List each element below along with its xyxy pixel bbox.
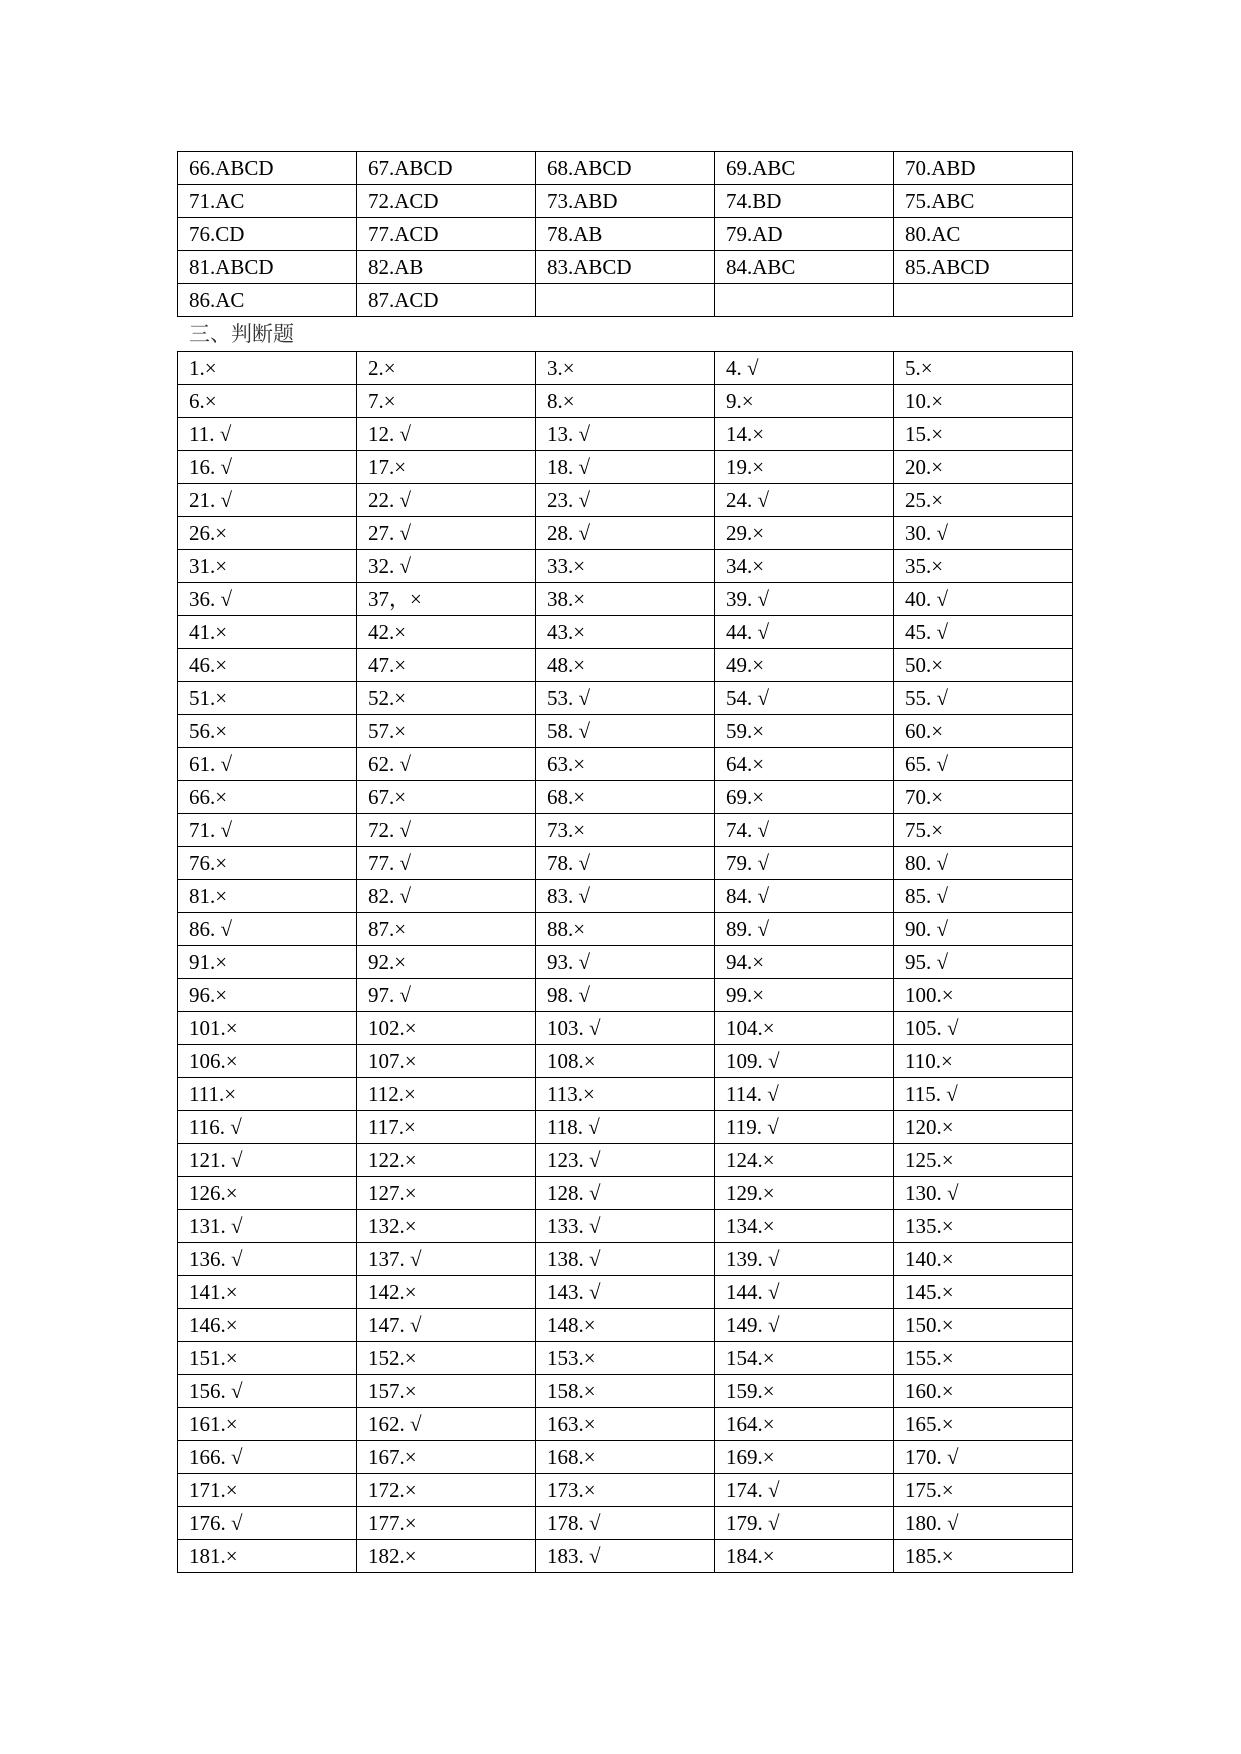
table-row: [178, 1177, 1073, 1210]
answer-cell: 172.×: [357, 1474, 536, 1507]
answer-cell: 131. √: [178, 1210, 357, 1243]
answer-key-page: [177, 151, 1073, 1573]
answer-cell: 36. √: [178, 583, 357, 616]
table-row: [178, 913, 1073, 946]
answer-cell: 62. √: [357, 748, 536, 781]
answer-cell: 139. √: [715, 1243, 894, 1276]
table-row: [178, 1540, 1073, 1573]
table-row: [178, 517, 1073, 550]
answer-cell: 113.×: [536, 1078, 715, 1111]
table-row: [178, 748, 1073, 781]
answer-cell: 39. √: [715, 583, 894, 616]
answer-cell: 42.×: [357, 616, 536, 649]
answer-cell: 138. √: [536, 1243, 715, 1276]
answer-cell: 160.×: [894, 1375, 1073, 1408]
answer-cell: 165.×: [894, 1408, 1073, 1441]
answer-cell: 166. √: [178, 1441, 357, 1474]
table-row: [178, 1375, 1073, 1408]
answer-cell: 178. √: [536, 1507, 715, 1540]
answer-cell: 82. √: [357, 880, 536, 913]
answer-cell: 86. √: [178, 913, 357, 946]
answer-cell: 153.×: [536, 1342, 715, 1375]
table-row: [178, 1441, 1073, 1474]
answer-cell: 11. √: [178, 418, 357, 451]
answer-cell: 171.×: [178, 1474, 357, 1507]
answer-cell: 18. √: [536, 451, 715, 484]
answer-cell: 112.×: [357, 1078, 536, 1111]
answer-cell: 155.×: [894, 1342, 1073, 1375]
answer-cell: 13. √: [536, 418, 715, 451]
judgement-table-body: [178, 352, 1073, 1573]
table-row: [178, 1243, 1073, 1276]
table-row: [178, 251, 1073, 284]
answer-cell: 22. √: [357, 484, 536, 517]
answer-cell: 137. √: [357, 1243, 536, 1276]
answer-cell: 79. √: [715, 847, 894, 880]
answer-cell: 115. √: [894, 1078, 1073, 1111]
answer-cell: 14.×: [715, 418, 894, 451]
table-row: [178, 1111, 1073, 1144]
answer-cell: 140.×: [894, 1243, 1073, 1276]
answer-cell: 61. √: [178, 748, 357, 781]
answer-cell: 101.×: [178, 1012, 357, 1045]
table-row: [178, 946, 1073, 979]
answer-cell: 89. √: [715, 913, 894, 946]
answer-cell: 15.×: [894, 418, 1073, 451]
answer-cell: [536, 284, 715, 317]
answer-cell: 55. √: [894, 682, 1073, 715]
answer-cell: 96.×: [178, 979, 357, 1012]
answer-cell: 103. √: [536, 1012, 715, 1045]
table-row: [178, 814, 1073, 847]
answer-cell: 35.×: [894, 550, 1073, 583]
answer-cell: 158.×: [536, 1375, 715, 1408]
answer-cell: 176. √: [178, 1507, 357, 1540]
answer-cell: 83. √: [536, 880, 715, 913]
answer-cell: 169.×: [715, 1441, 894, 1474]
answer-cell: 28. √: [536, 517, 715, 550]
answer-cell: 87.ACD: [357, 284, 536, 317]
answer-cell: 183. √: [536, 1540, 715, 1573]
answer-cell: 119. √: [715, 1111, 894, 1144]
answer-cell: 164.×: [715, 1408, 894, 1441]
table-row: [178, 1507, 1073, 1540]
answer-cell: 29.×: [715, 517, 894, 550]
answer-cell: 162. √: [357, 1408, 536, 1441]
table-row: [178, 781, 1073, 814]
answer-cell: 26.×: [178, 517, 357, 550]
answer-cell: 82.AB: [357, 251, 536, 284]
answer-cell: 135.×: [894, 1210, 1073, 1243]
answer-cell: 60.×: [894, 715, 1073, 748]
answer-cell: 97. √: [357, 979, 536, 1012]
answer-cell: 75.×: [894, 814, 1073, 847]
table-row: [178, 979, 1073, 1012]
answer-cell: 102.×: [357, 1012, 536, 1045]
judgement-answer-table: [177, 351, 1073, 1573]
answer-cell: 69.ABC: [715, 152, 894, 185]
answer-cell: 80. √: [894, 847, 1073, 880]
table-row: [178, 352, 1073, 385]
answer-cell: 70.×: [894, 781, 1073, 814]
answer-cell: 57.×: [357, 715, 536, 748]
answer-cell: 71.AC: [178, 185, 357, 218]
table-row: [178, 583, 1073, 616]
answer-cell: 10.×: [894, 385, 1073, 418]
table-row: [178, 1210, 1073, 1243]
answer-cell: 76.×: [178, 847, 357, 880]
answer-cell: 143. √: [536, 1276, 715, 1309]
answer-cell: 59.×: [715, 715, 894, 748]
answer-cell: 146.×: [178, 1309, 357, 1342]
answer-cell: 134.×: [715, 1210, 894, 1243]
answer-cell: 100.×: [894, 979, 1073, 1012]
answer-cell: 45. √: [894, 616, 1073, 649]
answer-cell: 74. √: [715, 814, 894, 847]
answer-cell: 128. √: [536, 1177, 715, 1210]
answer-cell: 68.×: [536, 781, 715, 814]
answer-cell: 174. √: [715, 1474, 894, 1507]
answer-cell: 25.×: [894, 484, 1073, 517]
answer-cell: 17.×: [357, 451, 536, 484]
answer-cell: 74.BD: [715, 185, 894, 218]
answer-cell: 185.×: [894, 1540, 1073, 1573]
answer-cell: 38.×: [536, 583, 715, 616]
answer-cell: 179. √: [715, 1507, 894, 1540]
answer-cell: 46.×: [178, 649, 357, 682]
answer-cell: 27. √: [357, 517, 536, 550]
answer-cell: 44. √: [715, 616, 894, 649]
answer-cell: 77. √: [357, 847, 536, 880]
answer-cell: 78.AB: [536, 218, 715, 251]
answer-cell: 65. √: [894, 748, 1073, 781]
table-row: [178, 185, 1073, 218]
answer-cell: 154.×: [715, 1342, 894, 1375]
answer-cell: 181.×: [178, 1540, 357, 1573]
answer-cell: 157.×: [357, 1375, 536, 1408]
table-row: [178, 284, 1073, 317]
answer-cell: 142.×: [357, 1276, 536, 1309]
answer-cell: 133. √: [536, 1210, 715, 1243]
table-row: [178, 1309, 1073, 1342]
answer-cell: 149. √: [715, 1309, 894, 1342]
table-row: [178, 649, 1073, 682]
answer-cell: 159.×: [715, 1375, 894, 1408]
answer-cell: 123. √: [536, 1144, 715, 1177]
answer-cell: 104.×: [715, 1012, 894, 1045]
table-row: [178, 152, 1073, 185]
answer-cell: 16. √: [178, 451, 357, 484]
answer-cell: 126.×: [178, 1177, 357, 1210]
answer-cell: 84.ABC: [715, 251, 894, 284]
answer-cell: 109. √: [715, 1045, 894, 1078]
answer-cell: 41.×: [178, 616, 357, 649]
answer-cell: 120.×: [894, 1111, 1073, 1144]
answer-cell: 92.×: [357, 946, 536, 979]
answer-cell: 80.AC: [894, 218, 1073, 251]
answer-cell: 23. √: [536, 484, 715, 517]
answer-cell: 70.ABD: [894, 152, 1073, 185]
answer-cell: 81.ABCD: [178, 251, 357, 284]
answer-cell: 177.×: [357, 1507, 536, 1540]
answer-cell: 73.×: [536, 814, 715, 847]
answer-cell: 106.×: [178, 1045, 357, 1078]
table-row: [178, 1342, 1073, 1375]
answer-cell: 144. √: [715, 1276, 894, 1309]
answer-cell: 69.×: [715, 781, 894, 814]
answer-cell: 136. √: [178, 1243, 357, 1276]
answer-cell: 81.×: [178, 880, 357, 913]
answer-cell: 99.×: [715, 979, 894, 1012]
answer-cell: 118. √: [536, 1111, 715, 1144]
answer-cell: 170. √: [894, 1441, 1073, 1474]
answer-cell: 32. √: [357, 550, 536, 583]
table-row: [178, 385, 1073, 418]
answer-cell: 33.×: [536, 550, 715, 583]
answer-cell: 167.×: [357, 1441, 536, 1474]
answer-cell: 88.×: [536, 913, 715, 946]
answer-cell: 132.×: [357, 1210, 536, 1243]
answer-cell: 98. √: [536, 979, 715, 1012]
answer-cell: 75.ABC: [894, 185, 1073, 218]
answer-cell: 108.×: [536, 1045, 715, 1078]
answer-cell: 7.×: [357, 385, 536, 418]
answer-cell: 77.ACD: [357, 218, 536, 251]
answer-cell: 79.AD: [715, 218, 894, 251]
answer-cell: 5.×: [894, 352, 1073, 385]
answer-cell: 184.×: [715, 1540, 894, 1573]
answer-cell: 91.×: [178, 946, 357, 979]
answer-cell: 124.×: [715, 1144, 894, 1177]
table-row: [178, 418, 1073, 451]
answer-cell: 129.×: [715, 1177, 894, 1210]
answer-cell: 20.×: [894, 451, 1073, 484]
table-row: [178, 715, 1073, 748]
answer-cell: 180. √: [894, 1507, 1073, 1540]
answer-cell: 95. √: [894, 946, 1073, 979]
answer-cell: 148.×: [536, 1309, 715, 1342]
table-row: [178, 880, 1073, 913]
answer-cell: 107.×: [357, 1045, 536, 1078]
answer-cell: 150.×: [894, 1309, 1073, 1342]
answer-cell: 173.×: [536, 1474, 715, 1507]
answer-cell: 4. √: [715, 352, 894, 385]
answer-cell: 122.×: [357, 1144, 536, 1177]
table-row: [178, 847, 1073, 880]
answer-cell: 127.×: [357, 1177, 536, 1210]
answer-cell: 116. √: [178, 1111, 357, 1144]
answer-cell: 48.×: [536, 649, 715, 682]
answer-cell: 168.×: [536, 1441, 715, 1474]
answer-cell: 72.ACD: [357, 185, 536, 218]
answer-cell: 182.×: [357, 1540, 536, 1573]
answer-cell: 163.×: [536, 1408, 715, 1441]
answer-cell: 72. √: [357, 814, 536, 847]
multi-choice-table-body: [178, 152, 1073, 317]
answer-cell: 37，×: [357, 583, 536, 616]
answer-cell: 67.×: [357, 781, 536, 814]
answer-cell: 147. √: [357, 1309, 536, 1342]
answer-cell: 66.×: [178, 781, 357, 814]
table-row: [178, 616, 1073, 649]
answer-cell: 1.×: [178, 352, 357, 385]
answer-cell: 86.AC: [178, 284, 357, 317]
answer-cell: 84. √: [715, 880, 894, 913]
answer-cell: 58. √: [536, 715, 715, 748]
answer-cell: 51.×: [178, 682, 357, 715]
table-row: [178, 484, 1073, 517]
table-row: [178, 1474, 1073, 1507]
answer-cell: 53. √: [536, 682, 715, 715]
answer-cell: 43.×: [536, 616, 715, 649]
answer-cell: 94.×: [715, 946, 894, 979]
answer-cell: 19.×: [715, 451, 894, 484]
answer-cell: 21. √: [178, 484, 357, 517]
answer-cell: 56.×: [178, 715, 357, 748]
answer-cell: 64.×: [715, 748, 894, 781]
answer-cell: 40. √: [894, 583, 1073, 616]
answer-cell: 117.×: [357, 1111, 536, 1144]
section-title-judgement: 三、判断题: [189, 322, 294, 346]
table-row: [178, 1045, 1073, 1078]
answer-cell: 68.ABCD: [536, 152, 715, 185]
answer-cell: 93. √: [536, 946, 715, 979]
answer-cell: [715, 284, 894, 317]
table-row: [178, 1408, 1073, 1441]
answer-cell: 175.×: [894, 1474, 1073, 1507]
answer-cell: 31.×: [178, 550, 357, 583]
table-row: [178, 218, 1073, 251]
answer-cell: 78. √: [536, 847, 715, 880]
answer-cell: 66.ABCD: [178, 152, 357, 185]
answer-cell: 24. √: [715, 484, 894, 517]
table-row: [178, 451, 1073, 484]
answer-cell: 71. √: [178, 814, 357, 847]
answer-cell: 52.×: [357, 682, 536, 715]
answer-cell: 85. √: [894, 880, 1073, 913]
answer-cell: [894, 284, 1073, 317]
answer-cell: 156. √: [178, 1375, 357, 1408]
answer-cell: 6.×: [178, 385, 357, 418]
answer-cell: 161.×: [178, 1408, 357, 1441]
answer-cell: 9.×: [715, 385, 894, 418]
table-row: [178, 682, 1073, 715]
answer-cell: 50.×: [894, 649, 1073, 682]
table-row: [178, 550, 1073, 583]
table-row: [178, 1012, 1073, 1045]
answer-cell: 105. √: [894, 1012, 1073, 1045]
answer-cell: 125.×: [894, 1144, 1073, 1177]
answer-cell: 90. √: [894, 913, 1073, 946]
answer-cell: 34.×: [715, 550, 894, 583]
answer-cell: 76.CD: [178, 218, 357, 251]
answer-cell: 8.×: [536, 385, 715, 418]
answer-cell: 30. √: [894, 517, 1073, 550]
answer-cell: 67.ABCD: [357, 152, 536, 185]
answer-cell: 151.×: [178, 1342, 357, 1375]
answer-cell: 145.×: [894, 1276, 1073, 1309]
table-row: [178, 1144, 1073, 1177]
answer-cell: 121. √: [178, 1144, 357, 1177]
answer-cell: 2.×: [357, 352, 536, 385]
answer-cell: 130. √: [894, 1177, 1073, 1210]
answer-cell: 152.×: [357, 1342, 536, 1375]
answer-cell: 83.ABCD: [536, 251, 715, 284]
answer-cell: 3.×: [536, 352, 715, 385]
answer-cell: 114. √: [715, 1078, 894, 1111]
answer-cell: 49.×: [715, 649, 894, 682]
answer-cell: 85.ABCD: [894, 251, 1073, 284]
table-row: [178, 1078, 1073, 1111]
answer-cell: 47.×: [357, 649, 536, 682]
multi-choice-answer-table: [177, 151, 1073, 317]
answer-cell: 110.×: [894, 1045, 1073, 1078]
answer-cell: 111.×: [178, 1078, 357, 1111]
answer-cell: 73.ABD: [536, 185, 715, 218]
answer-cell: 12. √: [357, 418, 536, 451]
answer-cell: 87.×: [357, 913, 536, 946]
answer-cell: 54. √: [715, 682, 894, 715]
answer-cell: 141.×: [178, 1276, 357, 1309]
table-row: [178, 1276, 1073, 1309]
answer-cell: 63.×: [536, 748, 715, 781]
